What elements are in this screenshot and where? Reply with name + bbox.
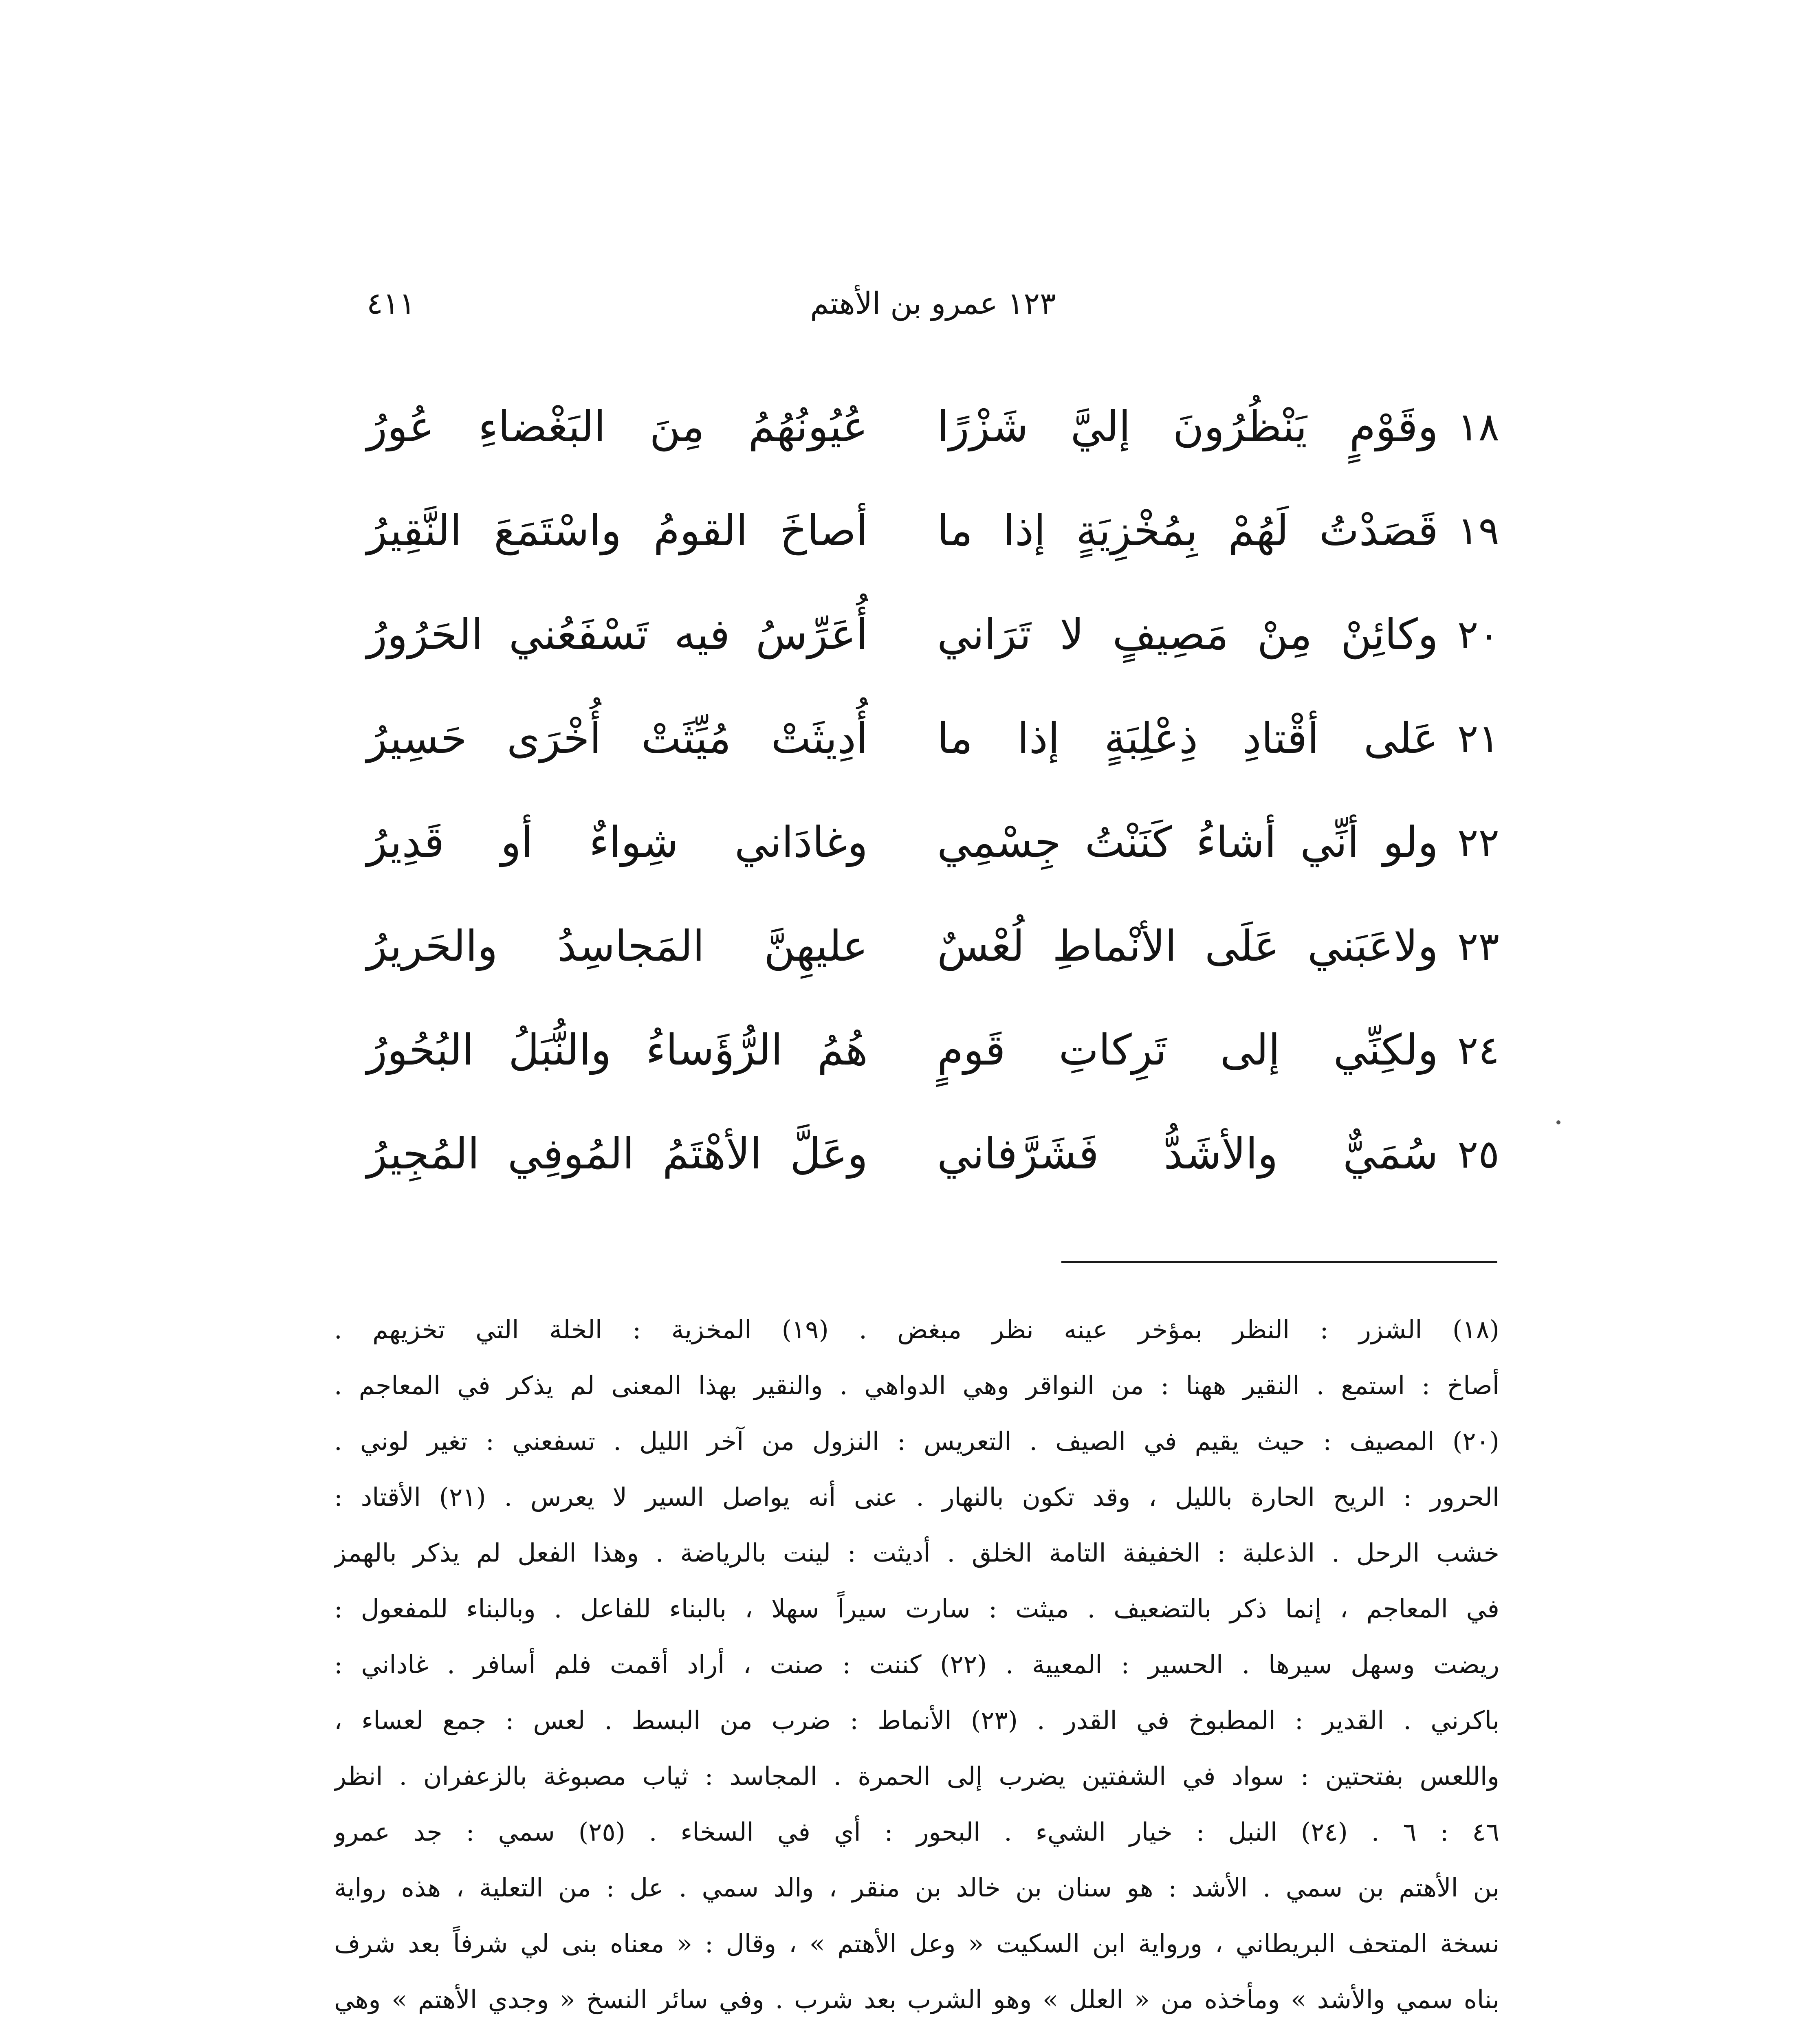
footnote-divider — [1061, 1261, 1497, 1263]
footnote-line: واللعس بفتحتين : سواد في الشفتين يضرب إلى الحمرة . المجاسد : ثياب مصبوغة بالزعفران . انظر — [334, 1761, 1499, 1791]
verse-number: ٢١ — [1457, 715, 1499, 761]
verse-number: ٢٤ — [1457, 1027, 1499, 1073]
verse-line — [367, 894, 1499, 998]
margin-speck — [1556, 1120, 1560, 1124]
verse-first-hemistich: ولكِنِّي إلى تَرِكاتِ قَومٍ — [937, 1025, 1438, 1075]
verse-first-hemistich: قَصَدْتُ لَهُمْ بِمُخْزِيَةٍ إذا ما — [937, 505, 1438, 555]
verse-number: ٢٢ — [1457, 819, 1499, 865]
footnotes — [334, 1302, 1499, 2037]
verse-line — [367, 998, 1499, 1102]
footnote-line — [334, 2027, 1499, 2037]
running-title: ١٢٣ عمرو بن الأهتم — [810, 286, 1056, 321]
verse-second-hemistich: أصاخَ القومُ واسْتَمَعَ النَّقِيرُ — [367, 505, 868, 555]
verse-first-hemistich: عَلى أقْتادِ ذِعْلِبَةٍ إذا ما — [937, 713, 1438, 763]
footnote-line: ريضت وسهل سيرها . الحسير : المعيية . (٢٢) كننت : صنت ، أراد أقمت فلم أسافر . غاداني : — [334, 1650, 1499, 1679]
verse-second-hemistich: أُدِيثَتْ مُيِّثَتْ أُخْرَى حَسِيرُ — [367, 713, 868, 763]
footnote-line: في المعاجم ، إنما ذكر بالتضعيف . ميثت : سارت سيراً سهلا ، بالبناء للفاعل . وبالبناء للمفعول : — [334, 1594, 1499, 1623]
page-header — [367, 281, 1499, 326]
verse-number: ١٨ — [1457, 404, 1499, 450]
footnote-line: (٢٠) المصيف : حيث يقيم في الصيف . التعريس : النزول من آخر الليل . تسفعني : تغير لوني . — [334, 1426, 1499, 1456]
verse-number: ٢٠ — [1457, 612, 1499, 658]
poem — [367, 375, 1499, 1206]
footnote-line: باكرني . القدير : المطبوخ في القدر . (٢٣) الأنماط : ضرب من البسط . لعس : جمع لعساء ، — [334, 1705, 1499, 1735]
verse-line — [367, 583, 1499, 686]
footnote-line: أصاخ : استمع . النقير ههنا : من النواقر وهي الدواهي . والنقير بهذا المعنى لم يذكر في المعاجم . — [334, 1370, 1499, 1400]
footnote-line: (١٨) الشزر : النظر بمؤخر عينه نظر مبغض . (١٩) المخزية : الخلة التي تخزيهم . — [334, 1315, 1499, 1344]
verse-number: ١٩ — [1457, 508, 1499, 554]
verse-line — [367, 1102, 1499, 1206]
footnote-line: الحرور : الريح الحارة بالليل ، وقد تكون بالنهار . عنى أنه يواصل السير لا يعرس . (٢١) الأقتاد : — [334, 1482, 1499, 1512]
verse-first-hemistich: سُمَيٌّ والأشَدُّ فَشَرَّفاني — [937, 1128, 1438, 1179]
verse-second-hemistich: وعَلَّ الأهْتَمُ المُوفِي المُجِيرُ — [367, 1128, 868, 1179]
verse-number: ٢٣ — [1457, 923, 1499, 969]
footnote-line: بن الأهتم بن سمي . الأشد : هو سنان بن خالد بن منقر ، والد سمي . عل : من التعلية ، هذه رواية — [334, 1873, 1499, 1903]
verse-second-hemistich: أُعَرِّسُ فيه تَسْفَعُني الحَرُورُ — [367, 609, 868, 659]
verse-first-hemistich: وقَوْمٍ يَنْظُرُونَ إليَّ شَزْرًا — [937, 401, 1438, 451]
footnote-line: نسخة المتحف البريطاني ، ورواية ابن السكيت « وعل الأهتم » ، وقال : « معناه بنى لي شرفاً بعد شرف — [334, 1929, 1499, 1958]
verse-line — [367, 375, 1499, 479]
footnote-line: خشب الرحل . الذعلبة : الخفيفة التامة الخلق . أديثت : لينت بالرياضة . وهذا الفعل لم يذكر بالهمز — [334, 1538, 1499, 1568]
verse-first-hemistich: ولو أنِّي أشاءُ كَنَنْتُ جِسْمِي — [937, 817, 1438, 867]
verse-line — [367, 686, 1499, 790]
page-number: ٤١١ — [367, 286, 416, 321]
verse-first-hemistich: ولاعَبَني عَلَى الأنْماطِ لُعْسٌ — [937, 921, 1438, 971]
verse-line — [367, 790, 1499, 894]
verse-second-hemistich: وغادَاني شِواءٌ أو قَدِيرُ — [367, 817, 868, 867]
footnote-line: ٤٦ : ٦ . (٢٤) النبل : خيار الشيء . البحور : أي في السخاء . (٢٥) سمي : جد عمرو — [334, 1817, 1499, 1847]
verse-second-hemistich: هُمُ الرُّؤَساءُ والنُّبَلُ البُحُورُ — [367, 1025, 868, 1075]
verse-line — [367, 479, 1499, 583]
verse-first-hemistich: وكائِنْ مِنْ مَصِيفٍ لا تَرَاني — [937, 609, 1438, 659]
verse-second-hemistich: عُيُونُهُمُ مِنَ البَغْضاءِ عُورُ — [367, 401, 868, 451]
verse-number: ٢٥ — [1457, 1131, 1499, 1177]
verse-second-hemistich: عليهِنَّ المَجاسِدُ والحَريرُ — [367, 921, 868, 971]
footnote-line: بناه سمي والأشد » ومأخذه من « العلل » وهو الشرب بعد شرب . وفي سائر النسخ « وجدي الأهتم » وهي — [334, 1984, 1499, 2014]
